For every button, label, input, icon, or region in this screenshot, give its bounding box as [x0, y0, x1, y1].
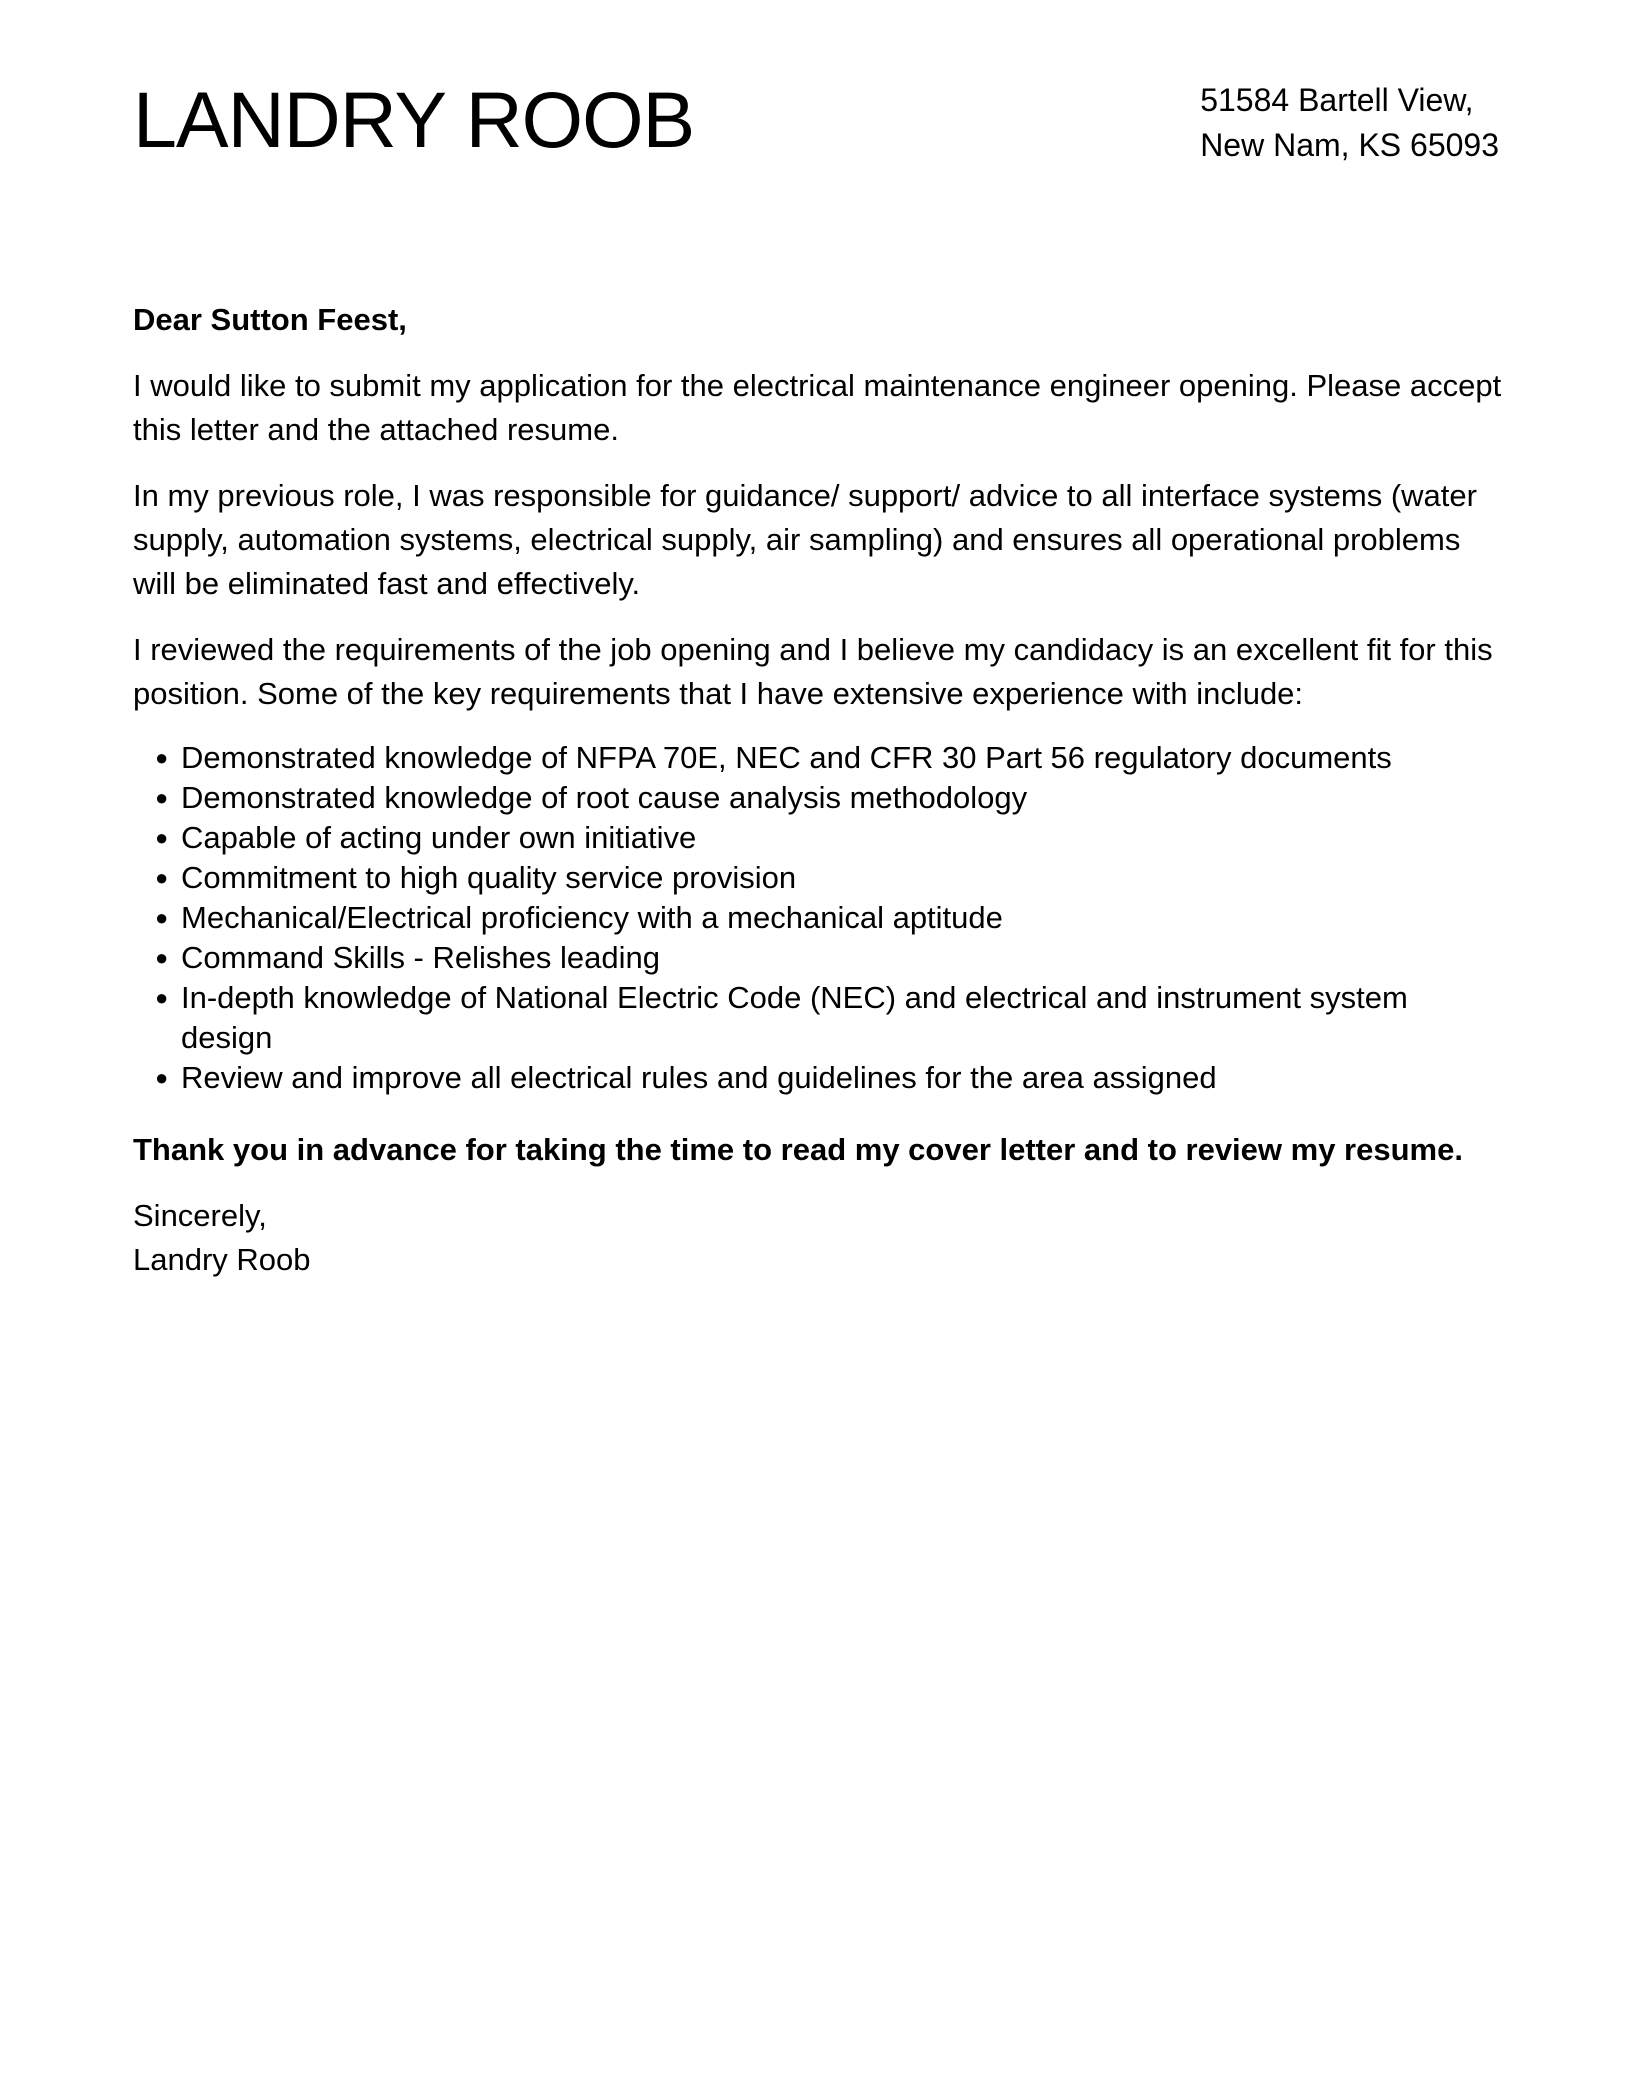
bullet-icon: ●: [155, 745, 169, 770]
list-item: ● Demonstrated knowledge of root cause analysis methodology: [181, 778, 1503, 818]
letter-body: [133, 298, 1503, 1282]
list-item: ● Capable of acting under own initiative: [181, 818, 1503, 858]
bullet-icon: ●: [155, 905, 169, 930]
signature-name: Landry Roob: [133, 1242, 311, 1277]
list-item: ● Commitment to high quality service provision: [181, 858, 1503, 898]
list-item: ● Command Skills - Relishes leading: [181, 938, 1503, 978]
address-line-2: New Nam, KS 65093: [1200, 127, 1499, 163]
bullet-icon: ●: [155, 945, 169, 970]
bullet-icon: ●: [155, 865, 169, 890]
list-item: ● In-depth knowledge of National Electric Code (NEC) and electrical and instrument system design: [155, 980, 1408, 1055]
closing-statement: Thank you in advance for taking the time to read my cover letter and to review my resume.: [133, 1132, 1463, 1167]
signoff: Sincerely,: [133, 1198, 267, 1233]
experience-paragraph: In my previous role, I was responsible for guidance/ support/ advice to all interface systems (water supply, automation systems, electrical supply, air sampling) and ensures all operational problems will be eliminated fast and effectively.: [133, 478, 1477, 601]
bullet-icon: ●: [155, 1065, 169, 1090]
bullet-icon: ●: [155, 985, 169, 1010]
list-item: ● Mechanical/Electrical proficiency with a mechanical aptitude: [181, 898, 1503, 938]
letter-header: [133, 70, 1499, 180]
signoff-block: [133, 1194, 1503, 1282]
requirements-paragraph: I reviewed the requirements of the job opening and I believe my candidacy is an excellent fit for this position. Some of the key requirements that I have extensive experience with include:: [133, 632, 1493, 711]
applicant-name: LANDRY ROOB: [133, 75, 695, 164]
salutation: Dear Sutton Feest,: [133, 302, 407, 337]
list-item: ● Demonstrated knowledge of NFPA 70E, NEC and CFR 30 Part 56 regulatory documents: [181, 738, 1503, 778]
address-line-1: 51584 Bartell View,: [1200, 82, 1474, 118]
bullet-icon: ●: [155, 825, 169, 850]
applicant-address: [1200, 78, 1499, 168]
bullet-icon: ●: [155, 785, 169, 810]
list-item: ● Review and improve all electrical rules and guidelines for the area assigned: [181, 1058, 1503, 1098]
requirements-list: [133, 738, 1503, 1098]
intro-paragraph: I would like to submit my application for the electrical maintenance engineer opening. Please accept this letter and the attached resume.: [133, 368, 1502, 447]
